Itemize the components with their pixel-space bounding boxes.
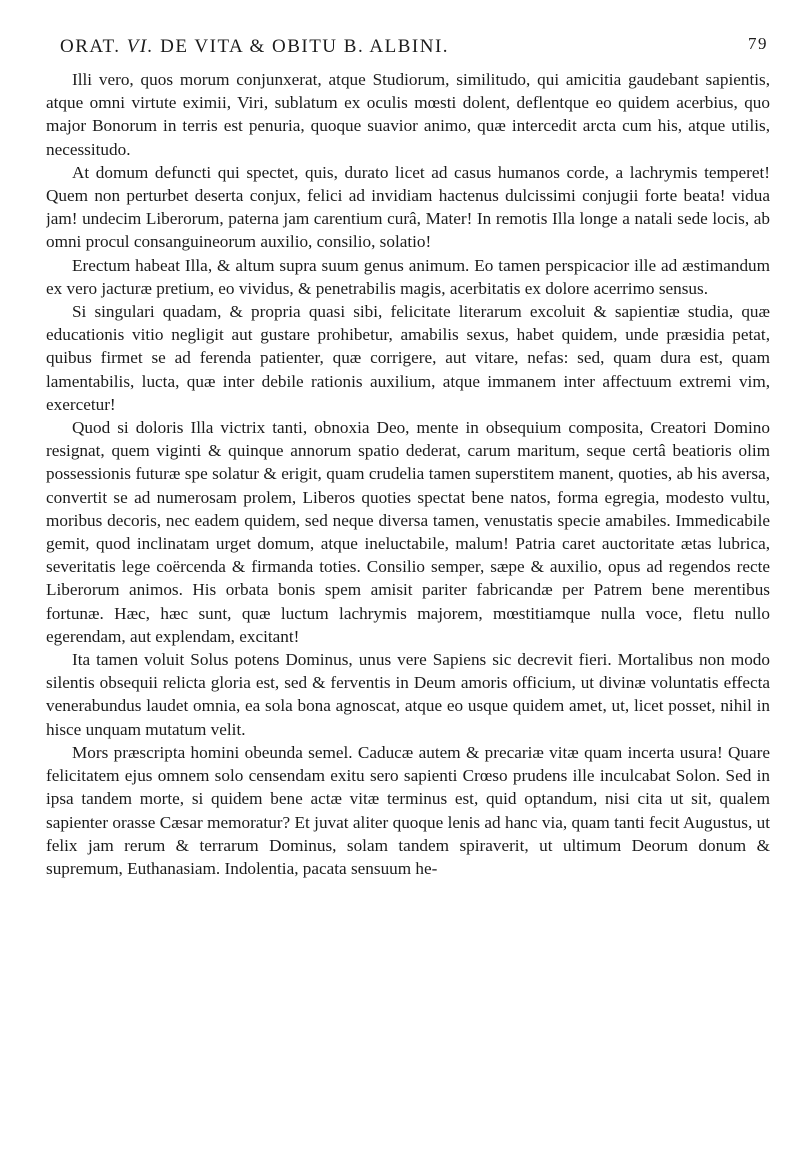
body-text	[46, 68, 770, 880]
oration-number: VI.	[126, 36, 154, 57]
paragraph: Ita tamen voluit Solus potens Dominus, unus vere Sapiens sic decrevit fieri. Mortalibus non modo silentis obsequii relicta gloria est, sed & ferventis in Deum amoris officium, ut divinæ voluntatis effecta venerabundus laudet omnia, ea sola bona agnoscat, atque eo usque quidem amet, ut, licet posset, nihil in hisce unquam mutatum velit.	[46, 650, 770, 739]
title-prefix: ORAT.	[60, 36, 121, 57]
paragraph: Si singulari quadam, & propria quasi sibi, felicitate literarum excoluit & sapientiæ studia, quæ educationis vitio negligit aut gustare prohibetur, amabilis sexus, habet quidem, unde præsidia petat, quibus firmet se ad ferenda patienter, quæ corrigere, aut vitare, nefas: sed, quam dura est, quam lamentabilis, lucta, quæ inter debile rationis auxilium, atque immanem inter affectuum extremi vim, exercetur!	[46, 302, 770, 414]
title-rest: DE VITA & OBITU B. ALBINI.	[160, 36, 450, 57]
paragraph: Erectum habeat Illa, & altum supra suum genus animum. Eo tamen perspicacior ille ad æstimandum ex vero jacturæ pretium, eo vividus, & penetrabilis magis, acerbitatis ex dolore acerrimo sensus.	[46, 255, 770, 298]
paragraph: Quod si doloris Illa victrix tanti, obnoxia Deo, mente in obsequium composita, Creatori Domino resignat, quem viginti & quinque annorum spatio dederat, carum maritum, seque certâ beatioris olim possessionis futuræ spe solatur & erigit, quam crudelia tamen superstitem manent, quoties, ab his aversa, convertit se ad numerosam prolem, Liberos quoties spectat bene natos, forma egregia, modesto vultu, moribus decoris, nec eadem quidem, sed neque diversa tamen, venustatis specie amabiles. Immedicabile gemit, quod inclinatam urget domum, atque ineluctabile, malum! Patria caret auctoritate ætas lubrica, severitatis lege coërcenda & firmanda toties. Consilio semper, sæpe & auxilio, opus ad regendos recte Liberorum animos. His orbata bonis spem amisit pariter fabricandæ per Patrem bene merentibus fortunæ. Hæc, hæc sunt, quæ luctum lachrymis majorem, mœstitiamque nulla voce, fletu nullo egerendam, aut explendam, excitant!	[46, 418, 770, 646]
running-title	[60, 36, 449, 58]
paragraph: Illi vero, quos morum conjunxerat, atque Studiorum, similitudo, qui amicitia gaudebant sapientis, atque omni virtute eximii, Viri, sublatum ex oculis mœsti dolent, deflentque eo quidem acerbius, quo major Bonorum in terris est penuria, quoque suavior animo, quæ intercedit arcta cum his, atque utilis, necessitudo.	[46, 70, 770, 159]
page-number: 79	[748, 34, 768, 53]
paragraph: At domum defuncti qui spectet, quis, durato licet ad casus humanos corde, a lachrymis temperet! Quem non perturbet deserta conjux, felici ad invidiam hactenus dulcissimi conjugii forte beata! vidua jam! undecim Liberorum, paterna jam carentium curâ, Mater! In remotis Illa longe a natali sede locis, ab omni procul consanguineorum auxilio, consilio, solatio!	[46, 162, 770, 252]
book-page	[46, 32, 770, 1132]
running-head	[46, 32, 770, 68]
paragraph: Mors præscripta homini obeunda semel. Caducæ autem & precariæ vitæ quam incerta usura! Quare felicitatem ejus omnem solo censendam exitu sero sapienti Crœso prudens ille inculcabat Solon. Sed in ipsa tandem morte, si quidem bene actæ vitæ terminus est, quid optandum, nisi cita ut sit, qualem sapienter orasse Cæsar memoratur? Et juvat aliter quoque lenis ad hanc via, quam tanti fecit Augustus, ut felix jam rerum & terrarum Dominus, solam tandem spiraverit, ut ultimum Deorum donum & supremum, Euthanasiam. Indolentia, pacata sensuum he-	[46, 742, 770, 878]
